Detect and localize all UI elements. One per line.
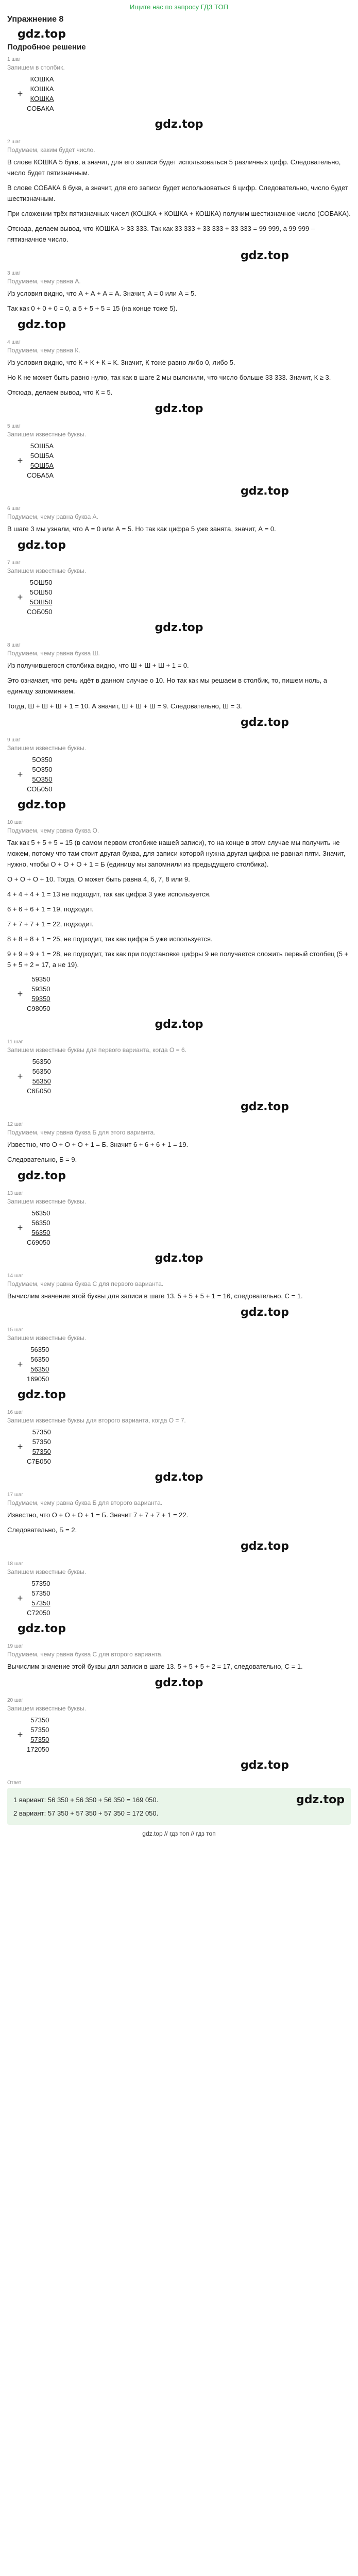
step-label: 10 шаг: [7, 820, 24, 825]
watermark: gdz.top: [240, 1540, 289, 1553]
addend-row: 5ОШ5А: [30, 442, 54, 450]
step-caption: Запишем известные буквы.: [7, 1334, 87, 1342]
step-caption: Подумаем, чему равна К.: [7, 347, 80, 354]
sum-row: СОБАКА: [27, 105, 54, 112]
step-caption: Запишем известные буквы.: [7, 567, 87, 574]
step-caption: Подумаем, чему равна буква А.: [7, 513, 98, 520]
step-caption: Запишем известные буквы.: [7, 1198, 87, 1205]
addend-row: 57350: [30, 1716, 49, 1724]
sum-row: С69050: [27, 1239, 50, 1246]
watermark: gdz.top: [240, 485, 289, 498]
step-caption: Запишем известные буквы.: [7, 1568, 87, 1575]
step-text: Так как 5 + 5 + 5 = 15 (в самом первом столбике нашей записи), то на конце в этом случае мы получить не можем, потому что там стоит другая буква, для записи которой нужна другая цифра не равная пяти. Значит, нужно, чтобы О + О + О + 1 = Б (единицу мы запомнили из предыдущего столбика).: [7, 839, 346, 868]
addend-row: 59350: [31, 985, 50, 993]
column-addition: [13, 1715, 351, 1754]
watermark: gdz.top: [18, 799, 66, 811]
step-text: Вычислим значение этой буквы для записи в шаге 13. 5 + 5 + 5 + 1 = 16, следовательно, С = 1.: [7, 1292, 303, 1300]
plus-sign: +: [17, 769, 23, 779]
addend-row: 57350: [31, 1589, 50, 1597]
answer-label: Ответ: [7, 1780, 22, 1786]
addend-row: 5О350: [32, 775, 53, 783]
answer-line-2: 2 вариант: 57 350 + 57 350 + 57 350 = 172 050.: [13, 1809, 159, 1817]
step-caption: Запишем в столбик.: [7, 64, 65, 71]
addend-row: 57350: [32, 1448, 51, 1455]
addend-row: 59350: [31, 975, 50, 983]
step-text: При сложении трёх пятизначных чисел (КОШКА + КОШКА + КОШКА) получим шестизначное число (СОБАКА).: [7, 210, 351, 217]
step-label: 19 шаг: [7, 1643, 24, 1649]
plus-sign: +: [17, 1071, 23, 1081]
addition-column: [27, 1057, 51, 1096]
step-text: Отсюда, делаем вывод, что К = 5.: [7, 388, 113, 396]
solution-step: [7, 270, 351, 332]
addition-column: [27, 755, 52, 794]
step-caption: Подумаем, чему равна А.: [7, 278, 81, 285]
watermark: gdz.top: [155, 402, 203, 415]
step-text: Из условия видно, что К + К + К = К. Значит, К тоже равно либо 0, либо 5.: [7, 359, 235, 366]
addend-row: 57350: [32, 1438, 51, 1446]
addition-column: [27, 1345, 49, 1384]
column-addition: [13, 578, 351, 617]
column-addition: [13, 1579, 351, 1618]
watermark: gdz.top: [18, 1622, 66, 1635]
step-caption: Подумаем, чему равна буква С для первого варианта.: [7, 1280, 164, 1287]
addition-column: [27, 1579, 50, 1618]
addend-row: 56350: [30, 1365, 49, 1373]
addend-row: 5ОШ50: [29, 598, 53, 606]
solution-step: [7, 1191, 351, 1266]
step-caption: Запишем известные буквы для второго варианта, когда О = 7.: [7, 1417, 186, 1424]
step-caption: Запишем известные буквы для первого варианта, когда О = 6.: [7, 1046, 187, 1054]
sum-row: СОБ050: [27, 608, 53, 616]
column-addition: [13, 1057, 351, 1096]
step-text: 6 + 6 + 6 + 1 = 19, подходит.: [7, 905, 94, 913]
addition-column: [27, 1208, 50, 1247]
sum-row: С72050: [27, 1609, 50, 1617]
step-text: Так как 0 + 0 + 0 = 0, а 5 + 5 + 5 = 15 (на конце тоже 5).: [7, 304, 178, 312]
plus-sign: +: [17, 1359, 23, 1369]
solution-step: [7, 1698, 351, 1773]
addend-row: 57350: [30, 1726, 49, 1734]
addition-column: [27, 578, 52, 617]
plus-sign: +: [17, 1222, 23, 1233]
plus-sign: +: [17, 1441, 23, 1452]
addend-row: 56350: [30, 1355, 49, 1363]
addend-row: 56350: [32, 1067, 51, 1075]
sum-row: С98050: [27, 1005, 50, 1012]
step-text: Известно, что О + О + О + 1 = Б. Значит 6 + 6 + 6 + 1 = 19.: [7, 1141, 189, 1148]
addend-row: 57350: [30, 1736, 49, 1743]
step-text: Следовательно, Б = 2.: [7, 1526, 77, 1534]
solution-subtitle: Подробное решение: [7, 43, 86, 52]
addition-column: [27, 1427, 51, 1466]
solution-step: [7, 642, 351, 730]
addend-row: КОШКА: [30, 85, 54, 93]
solution-step: [7, 1327, 351, 1402]
step-text: 9 + 9 + 9 + 1 = 28, не подходит, так как при подстановке цифры 9 не получается сложить первый столбец (5 + 5 + 5 + 2 = 17, а не 19).: [7, 950, 349, 969]
addend-row: 56350: [30, 1346, 49, 1353]
addend-row: 57350: [31, 1599, 50, 1607]
solution-step: [7, 1492, 351, 1554]
step-text: Но К не может быть равно нулю, так как в шаге 2 мы выяснили, что число больше 33 333. Значит, К ≥ 3.: [7, 374, 331, 381]
addend-row: 57350: [32, 1428, 51, 1436]
sum-row: 169050: [27, 1375, 49, 1383]
watermark: gdz.top: [296, 1793, 345, 1806]
step-label: 18 шаг: [7, 1561, 24, 1567]
step-label: 11 шаг: [7, 1039, 23, 1045]
solution-step: [7, 737, 351, 812]
step-label: 5 шаг: [7, 423, 21, 429]
sum-row: СОБА5А: [27, 471, 54, 479]
plus-sign: +: [17, 1729, 23, 1740]
step-caption: Подумаем, каким будет число.: [7, 146, 95, 154]
sum-row: С7Б050: [27, 1458, 51, 1465]
solution-step: [7, 139, 351, 263]
step-text: Из условия видно, что А + А + А = А. Значит, А = 0 или А = 5.: [7, 290, 196, 297]
addend-row: 56350: [32, 1077, 51, 1085]
addend-row: 57350: [31, 1580, 50, 1587]
solution-step: [7, 1410, 351, 1485]
plus-sign: +: [17, 988, 23, 999]
watermark: gdz.top: [240, 1306, 289, 1319]
watermark: gdz.top: [155, 1018, 203, 1031]
column-addition: [13, 74, 351, 113]
step-label: 6 шаг: [7, 506, 21, 512]
step-label: 4 шаг: [7, 340, 21, 345]
addend-row: КОШКА: [30, 75, 54, 83]
answer-line-1: 1 вариант: 56 350 + 56 350 + 56 350 = 169 050.: [13, 1796, 159, 1804]
solution-step: [7, 423, 351, 499]
solution-step: [7, 506, 351, 553]
addend-row: 59350: [31, 995, 50, 1003]
step-label: 7 шаг: [7, 560, 21, 566]
step-text: Вычислим значение этой буквы для записи в шаге 13. 5 + 5 + 5 + 2 = 17, следовательно, С = 1.: [7, 1663, 303, 1670]
step-text: 4 + 4 + 4 + 1 = 13 не подходит, так как цифра 3 уже используется.: [7, 890, 211, 898]
step-text: Это означает, что речь идёт в данном случае о 10. Но так как мы решаем в столбик, то, пишем ноль, а единицу запоминаем.: [7, 676, 327, 695]
addend-row: 5ОШ5А: [30, 462, 54, 469]
watermark: gdz.top: [240, 1759, 289, 1772]
addition-column: [27, 974, 50, 1013]
solution-step: [7, 1122, 351, 1183]
addend-row: 56350: [32, 1058, 51, 1065]
answer-box: [7, 1788, 351, 1825]
solution-step: [7, 560, 351, 635]
step-caption: Запишем известные буквы.: [7, 1705, 87, 1712]
solution-step: [7, 340, 351, 416]
step-caption: Подумаем, чему равна буква О.: [7, 827, 99, 834]
column-addition: [13, 1208, 351, 1247]
solution-step: [7, 1273, 351, 1320]
watermark: gdz.top: [155, 1471, 203, 1484]
footer[interactable]: gdz.top // гдз топ // гдз топ: [142, 1830, 216, 1837]
column-addition: [13, 441, 351, 480]
addend-row: КОШКА: [30, 95, 54, 103]
addend-row: 56350: [31, 1219, 50, 1227]
step-label: 13 шаг: [7, 1191, 24, 1196]
step-text: Отсюда, делаем вывод, что КОШКА > 33 333. Так как 33 333 + 33 333 + 33 333 = 99 999, а 99 999 – пятизначное число.: [7, 225, 315, 243]
step-label: 12 шаг: [7, 1122, 24, 1127]
step-text: В слове СОБАКА 6 букв, а значит, для его записи будет использоваться 6 цифр. Следовательно, число будет шестизначным.: [7, 184, 348, 202]
plus-sign: +: [17, 1592, 23, 1603]
step-caption: Запишем известные буквы.: [7, 744, 87, 752]
solution-step: [7, 1643, 351, 1690]
step-text: Следовательно, Б = 9.: [7, 1156, 77, 1163]
sum-row: СОБ050: [27, 785, 53, 793]
step-label: 1 шаг: [7, 57, 21, 62]
step-text: О + О + О + 10. Тогда, О может быть равна 4, 6, 7, 8 или 9.: [7, 875, 190, 883]
step-label: 14 шаг: [7, 1273, 24, 1279]
step-label: 8 шаг: [7, 642, 21, 648]
watermark: gdz.top: [18, 318, 66, 331]
column-addition: [13, 974, 351, 1013]
step-text: Тогда, Ш + Ш + Ш + 1 = 10. А значит, Ш + Ш + Ш = 9. Следовательно, Ш = 3.: [7, 702, 242, 710]
watermark: gdz.top: [240, 249, 289, 262]
watermark: gdz.top: [155, 621, 203, 634]
step-label: 2 шаг: [7, 139, 21, 145]
step-text: Из получившегося столбика видно, что Ш + Ш + Ш + 1 = 0.: [7, 662, 189, 669]
step-label: 15 шаг: [7, 1327, 24, 1333]
step-text: 8 + 8 + 8 + 1 = 25, не подходит, так как цифра 5 уже используется.: [7, 935, 213, 943]
column-addition: [13, 1427, 351, 1466]
watermark: gdz.top: [240, 716, 289, 729]
sum-row: 172050: [27, 1745, 49, 1753]
watermark: gdz.top: [18, 539, 66, 552]
step-text: 7 + 7 + 7 + 1 = 22, подходит.: [7, 920, 94, 928]
column-addition: [13, 1345, 351, 1384]
step-caption: Подумаем, чему равна буква Б для второго варианта.: [7, 1499, 163, 1506]
promo-banner[interactable]: Ищите нас по запросу ГДЗ ТОП: [130, 3, 228, 11]
step-label: 20 шаг: [7, 1698, 24, 1703]
plus-sign: +: [17, 88, 23, 99]
plus-sign: +: [17, 591, 23, 602]
addend-row: 56350: [31, 1229, 50, 1236]
watermark: gdz.top: [155, 1252, 203, 1265]
solution-step: [7, 57, 351, 132]
step-label: 9 шаг: [7, 737, 21, 743]
step-label: 17 шаг: [7, 1492, 24, 1498]
watermark: gdz.top: [240, 1100, 289, 1113]
watermark: gdz.top: [155, 1676, 203, 1689]
addend-row: 5О350: [32, 756, 53, 764]
addend-row: 5ОШ50: [29, 588, 53, 596]
column-addition: [13, 755, 351, 794]
solution-step: [7, 820, 351, 1032]
addend-row: 5О350: [32, 766, 53, 773]
step-label: 3 шаг: [7, 270, 21, 276]
step-text: В шаге 3 мы узнали, что А = 0 или А = 5. Но так как цифра 5 уже занята, значит, А = 0.: [7, 525, 276, 533]
step-label: 16 шаг: [7, 1410, 24, 1415]
addend-row: 56350: [31, 1209, 50, 1217]
watermark: gdz.top: [155, 118, 203, 131]
step-caption: Запишем известные буквы.: [7, 431, 87, 438]
watermark: gdz.top: [18, 1170, 66, 1182]
step-text: В слове КОШКА 5 букв, а значит, для его записи будет использоваться 5 различных цифр. Следовательно, число будет пятизначным.: [7, 158, 341, 177]
solution-step: [7, 1561, 351, 1636]
step-caption: Подумаем, чему равна буква Б для этого варианта.: [7, 1129, 156, 1136]
addend-row: 5ОШ5А: [30, 452, 54, 460]
sum-row: С6Б050: [27, 1087, 51, 1095]
watermark: gdz.top: [18, 1388, 66, 1401]
solution-steps: [7, 57, 351, 1773]
solution-step: [7, 1039, 351, 1114]
step-caption: Подумаем, чему равна буква С для второго варианта.: [7, 1651, 163, 1658]
watermark: gdz.top: [18, 28, 66, 41]
exercise-title: Упражнение 8: [7, 15, 64, 24]
addition-column: [27, 74, 54, 113]
addition-column: [27, 441, 54, 480]
plus-sign: +: [17, 455, 23, 466]
addend-row: 5ОШ50: [29, 579, 53, 586]
addition-column: [27, 1715, 49, 1754]
step-text: Известно, что О + О + О + 1 = Б. Значит 7 + 7 + 7 + 1 = 22.: [7, 1511, 189, 1519]
step-caption: Подумаем, чему равна буква Ш.: [7, 650, 100, 657]
